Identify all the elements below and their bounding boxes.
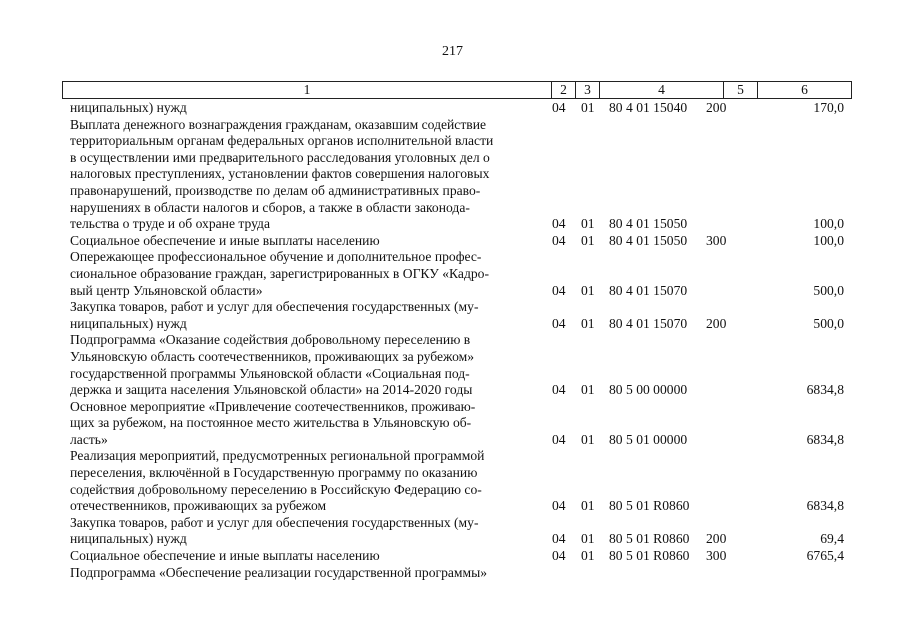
- subsection-code: 01: [581, 498, 595, 514]
- row-description: [70, 299, 540, 332]
- target-article-code: 80 4 01 15070: [609, 282, 688, 298]
- header-col-1: 1: [303, 82, 311, 97]
- header-col-2: 2: [551, 82, 575, 98]
- target-article-code: 80 5 01 R0860: [609, 531, 690, 547]
- target-article-code: 80 4 01 15050: [609, 232, 688, 248]
- description-line: территориальным органам федеральных органов исполнительной власти: [70, 133, 494, 149]
- description-line: Подпрограмма «Оказание содействия добровольному переселению в: [70, 332, 471, 348]
- target-article-code: 80 5 01 00000: [609, 431, 688, 447]
- section-code: 04: [552, 216, 566, 232]
- description-line: Закупка товаров, работ и услуг для обеспечения государственных (му-: [70, 514, 479, 530]
- subsection-code: 01: [581, 232, 595, 248]
- expense-type-code: 300: [706, 548, 727, 564]
- row-description: [70, 100, 540, 117]
- amount: 100,0: [813, 216, 844, 232]
- section-code: 04: [552, 498, 566, 514]
- section-code: 04: [552, 382, 566, 398]
- table-row: [0, 548, 905, 565]
- description-line: содействия добровольному переселению в Российскую Федерацию со-: [70, 481, 482, 497]
- description-line: отечественников, проживающих за рубежом: [70, 498, 327, 514]
- row-description: [70, 565, 540, 582]
- header-col-6: 6: [757, 82, 851, 98]
- description-line: ласть»: [70, 431, 108, 447]
- header-col-4: 4: [599, 82, 723, 98]
- subsection-code: 01: [581, 382, 595, 398]
- section-code: 04: [552, 431, 566, 447]
- description-line: сиональное образование граждан, зарегистрированных в ОГКУ «Кадро-: [70, 265, 489, 281]
- description-line: государственной программы Ульяновской области «Социальная под-: [70, 365, 470, 381]
- section-code: 04: [552, 531, 566, 547]
- table-row: [0, 299, 905, 332]
- subsection-code: 01: [581, 431, 595, 447]
- amount: 500,0: [813, 282, 844, 298]
- description-line: ниципальных) нужд: [70, 531, 187, 547]
- expense-type-code: 300: [706, 232, 727, 248]
- target-article-code: 80 4 01 15040: [609, 100, 688, 115]
- section-code: 04: [552, 100, 566, 115]
- description-line: переселения, включённой в Государственную программу по оказанию: [70, 465, 478, 481]
- section-code: 04: [552, 548, 566, 564]
- table-row: [0, 233, 905, 250]
- row-description: [70, 399, 540, 449]
- amount: 6834,8: [806, 431, 844, 447]
- subsection-code: 01: [581, 216, 595, 232]
- row-description: [70, 233, 540, 250]
- description-line: тельства о труде и об охране труда: [70, 216, 271, 232]
- description-line: вый центр Ульяновской области»: [70, 282, 263, 298]
- description-line: в осуществлении ими предварительного расследования уголовных дел о: [70, 149, 490, 165]
- expense-type-code: 200: [706, 100, 727, 115]
- section-code: 04: [552, 282, 566, 298]
- table-row: [0, 565, 905, 582]
- description-line: Социальное обеспечение и иные выплаты населению: [70, 548, 380, 564]
- subsection-code: 01: [581, 100, 595, 115]
- subsection-code: 01: [581, 282, 595, 298]
- table-body: [0, 100, 905, 581]
- description-line: Закупка товаров, работ и услуг для обеспечения государственных (му-: [70, 299, 479, 315]
- amount: 500,0: [813, 315, 844, 331]
- amount: 69,4: [820, 531, 844, 547]
- expense-type-code: 200: [706, 531, 727, 547]
- header-col-3: 3: [575, 82, 599, 98]
- description-line: Выплата денежного вознаграждения гражданам, оказавшим содействие: [70, 116, 486, 132]
- table-row: [0, 117, 905, 233]
- amount: 6834,8: [806, 498, 844, 514]
- target-article-code: 80 4 01 15050: [609, 216, 688, 232]
- description-line: щих за рубежом, на постоянное место жительства в Ульяновскую об-: [70, 415, 472, 431]
- table-row: [0, 448, 905, 514]
- description-line: Подпрограмма «Обеспечение реализации государственной программы»: [70, 564, 488, 580]
- description-line: Социальное обеспечение и иные выплаты населению: [70, 232, 380, 248]
- amount: 6765,4: [806, 548, 844, 564]
- target-article-code: 80 5 01 R0860: [609, 498, 690, 514]
- description-line: правонарушений, производстве по делам об административных право-: [70, 182, 481, 198]
- target-article-code: 80 5 01 R0860: [609, 548, 690, 564]
- amount: 6834,8: [806, 382, 844, 398]
- row-description: [70, 332, 540, 398]
- table-header: [62, 81, 852, 99]
- table-row: [0, 249, 905, 299]
- row-description: [70, 448, 540, 514]
- amount: 100,0: [813, 232, 844, 248]
- expense-type-code: 200: [706, 315, 727, 331]
- row-description: [70, 117, 540, 233]
- description-line: Основное мероприятие «Привлечение соотечественников, проживаю-: [70, 398, 476, 414]
- description-line: налоговых преступлениях, установлении фактов совершения налоговых: [70, 166, 490, 182]
- row-description: [70, 515, 540, 548]
- header-col-5: 5: [723, 82, 757, 98]
- target-article-code: 80 5 00 00000: [609, 382, 688, 398]
- subsection-code: 01: [581, 531, 595, 547]
- description-line: нарушениях в области налогов и сборов, а также в области законода-: [70, 199, 470, 215]
- description-line: ниципальных) нужд: [70, 315, 187, 331]
- description-line: держка и защита населения Ульяновской области» на 2014-2020 годы: [70, 382, 473, 398]
- amount: 170,0: [813, 100, 844, 115]
- table-row: [0, 399, 905, 449]
- page-number: 217: [442, 44, 463, 59]
- row-description: [70, 548, 540, 565]
- section-code: 04: [552, 315, 566, 331]
- table-row: [0, 100, 905, 117]
- description-line: ниципальных) нужд: [70, 100, 187, 115]
- description-line: Реализация мероприятий, предусмотренных региональной программой: [70, 448, 485, 464]
- table-row: [0, 332, 905, 398]
- description-line: Ульяновскую область соотечественников, проживающих за рубежом»: [70, 348, 475, 364]
- target-article-code: 80 4 01 15070: [609, 315, 688, 331]
- section-code: 04: [552, 232, 566, 248]
- table-row: [0, 515, 905, 548]
- subsection-code: 01: [581, 315, 595, 331]
- row-description: [70, 249, 540, 299]
- subsection-code: 01: [581, 548, 595, 564]
- description-line: Опережающее профессиональное обучение и дополнительное профес-: [70, 249, 482, 265]
